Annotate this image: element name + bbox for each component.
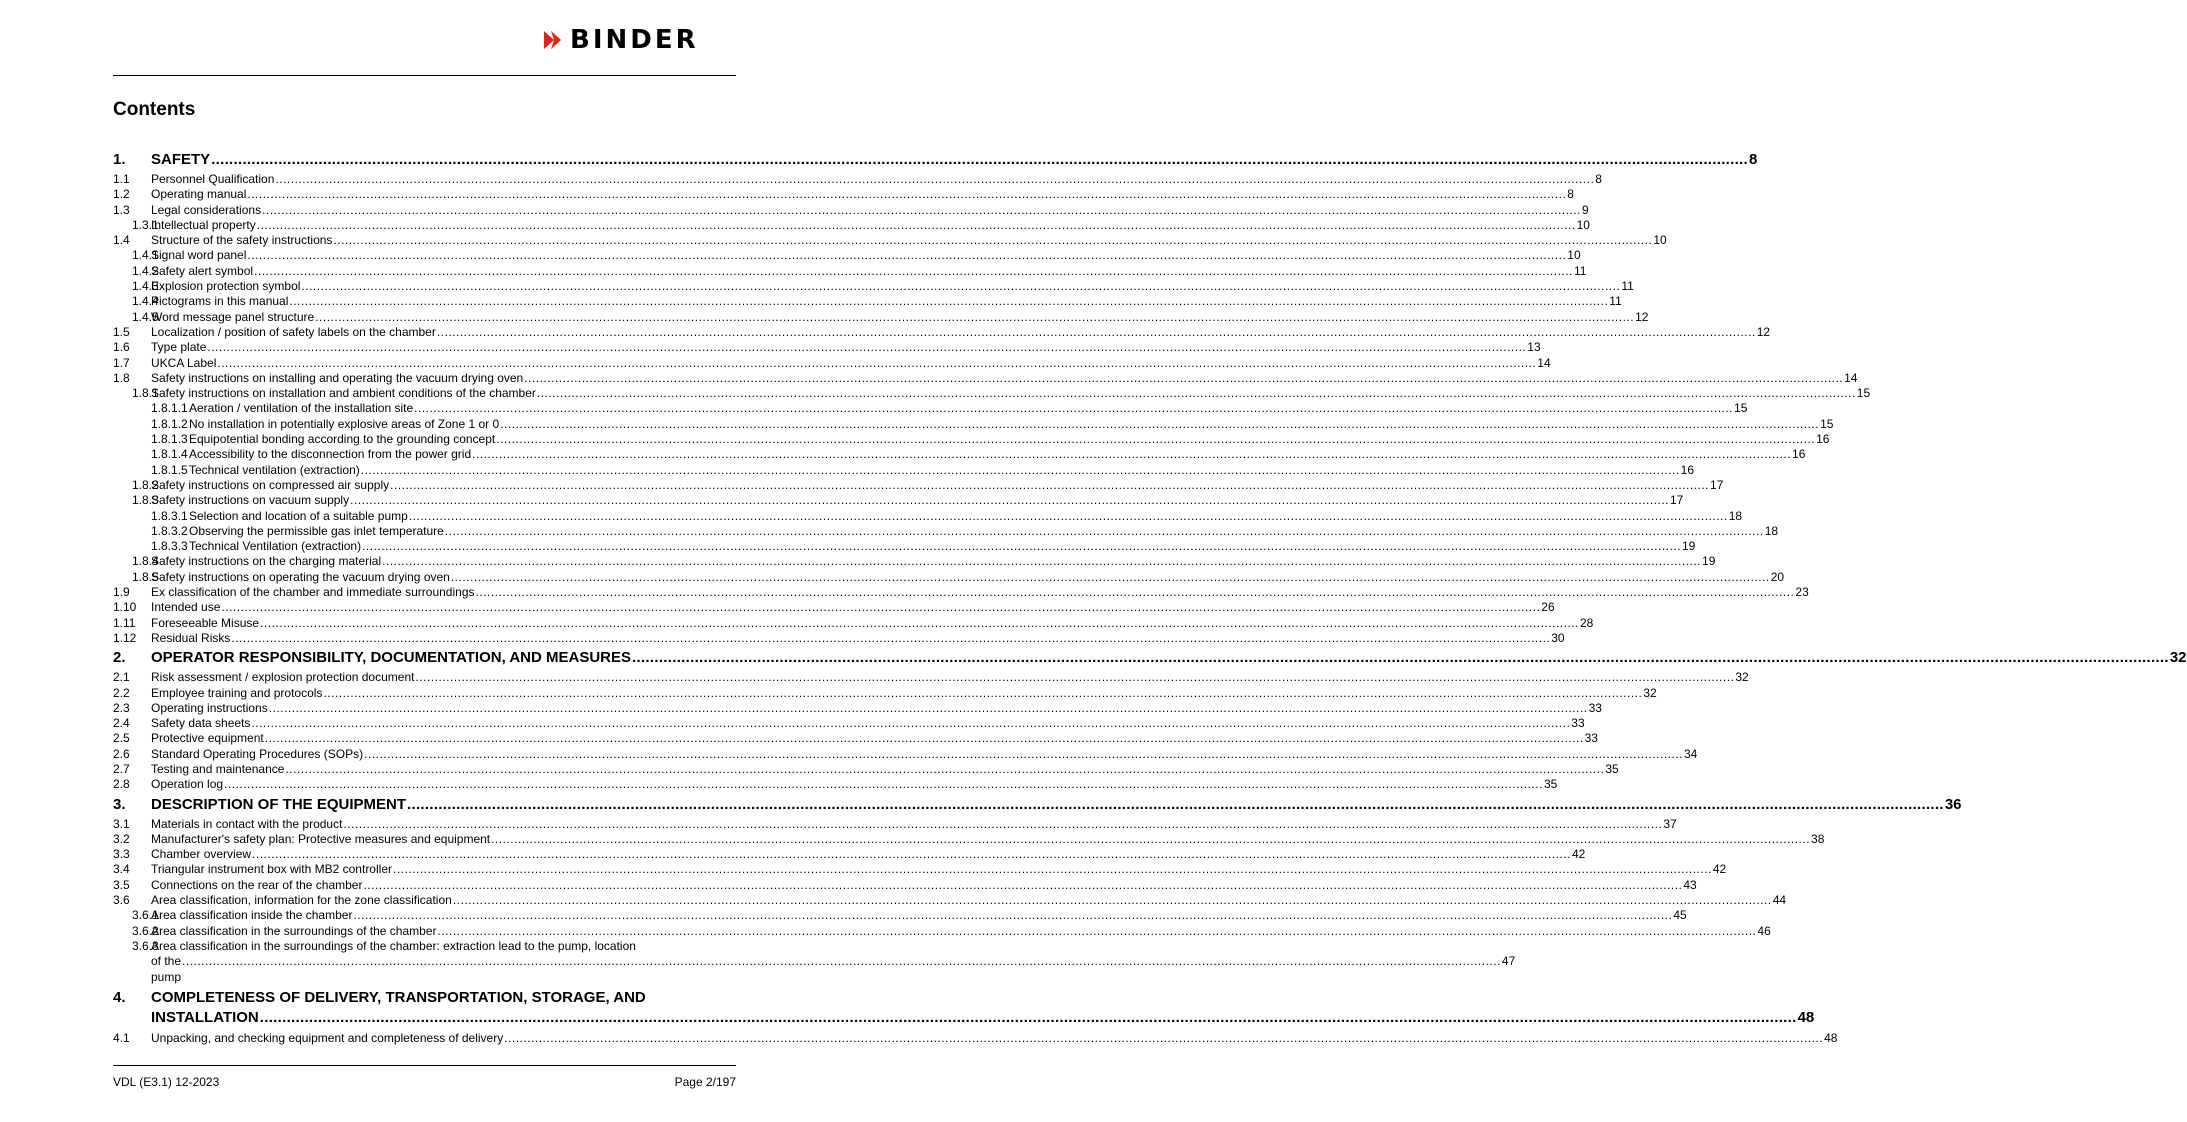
toc-dot-leader: [265, 731, 1584, 746]
toc-entry[interactable]: [113, 893, 1787, 908]
toc-entry-page: 32: [2169, 649, 2187, 667]
toc-chapter-entry[interactable]: [113, 151, 1758, 169]
toc-entry-number: 2.: [113, 649, 126, 667]
toc-entry-page: 8: [1595, 172, 1602, 186]
toc-entry-page: 13: [1527, 340, 1541, 355]
toc-entry-page: 12: [1635, 309, 1649, 324]
toc-entry-title: Personnel Qualification: [151, 172, 275, 186]
toc-entry[interactable]: [113, 746, 1698, 762]
toc-entry-number: 1.4.4: [132, 294, 159, 309]
toc-dot-leader: [211, 151, 1748, 169]
toc-dot-leader: [524, 371, 1843, 386]
toc-dot-leader: [476, 585, 1795, 600]
toc-entry-number: 2.7: [113, 761, 130, 776]
toc-dot-leader: [382, 554, 1701, 569]
toc-entry[interactable]: [113, 1030, 1838, 1046]
toc-dot-leader: [472, 447, 1791, 462]
toc-entry-number: 1.8.3.3: [151, 539, 188, 554]
toc-entry-number: 1.3: [113, 202, 130, 217]
toc-dot-leader: [333, 233, 1652, 248]
toc-entry[interactable]: [113, 585, 1809, 600]
toc-entry[interactable]: [113, 401, 1748, 416]
toc-entry-title: Standard Operating Procedures (SOPs): [151, 746, 364, 761]
toc-entry[interactable]: [113, 615, 1594, 631]
toc-dot-leader: [437, 325, 1756, 340]
toc-entry-number: 3.4: [113, 862, 130, 877]
toc-dot-leader: [353, 908, 1672, 923]
toc-dot-leader: [247, 248, 1566, 263]
toc-entry-title: Accessibility to the disconnection from the power grid: [189, 447, 472, 462]
toc-dot-leader: [407, 796, 1944, 814]
toc-entry[interactable]: [113, 831, 1825, 847]
toc-dot-leader: [350, 493, 1669, 508]
toc-entry-number: 1.5: [113, 324, 130, 339]
toc-chapter-entry[interactable]: [113, 988, 1815, 1028]
toc-entry-title: Connections on the rear of the chamber: [151, 877, 363, 892]
toc-dot-leader: [451, 570, 1770, 585]
toc-entry[interactable]: [113, 462, 1694, 478]
toc-dot-leader: [500, 417, 1819, 432]
toc-entry-page: 26: [1541, 600, 1555, 615]
toc-entry-number: 1.10: [113, 600, 137, 615]
toc-dot-leader: [224, 777, 1543, 792]
toc-entry[interactable]: [113, 816, 1677, 832]
toc-entry-page: 15: [1856, 386, 1871, 401]
toc-entry-title: Area classification in the surroundings of the chamber: [151, 923, 437, 938]
toc-entry-page: 46: [1757, 923, 1771, 938]
toc-dot-leader: [285, 762, 1604, 777]
toc-entry-title: Intended use: [151, 600, 221, 615]
toc-entry[interactable]: [113, 386, 1871, 401]
toc-entry[interactable]: [113, 309, 1649, 325]
toc-entry-number: 3.5: [113, 877, 130, 892]
toc-entry-page: 48: [1797, 1008, 1815, 1026]
toc-entry-title: Residual Risks: [151, 630, 231, 645]
toc-entry[interactable]: [113, 416, 1834, 432]
toc-entry-number: 1.8.5: [132, 569, 159, 584]
toc-dot-leader: [315, 310, 1634, 325]
toc-entry-number: 3.6.1: [132, 908, 159, 923]
toc-entry-title: Chamber overview: [151, 847, 252, 862]
toc-entry-page: 16: [1680, 462, 1694, 477]
toc-entry[interactable]: [113, 716, 1585, 731]
toc-entry-title: Equipotential bonding according to the grounding concept: [189, 432, 496, 447]
toc-entry-title: Technical Ventilation (extraction): [189, 539, 362, 554]
toc-entry-title: Triangular instrument box with MB2 controller: [151, 862, 392, 877]
toc-entry-title: UKCA Label: [151, 355, 217, 370]
toc-entry-number: 1.4.1: [132, 248, 159, 263]
toc-dot-leader: [363, 878, 1682, 893]
toc-entry-title: Safety instructions on vacuum supply: [151, 493, 350, 508]
toc-entry[interactable]: [113, 477, 1724, 493]
toc-entry[interactable]: [113, 340, 1541, 355]
toc-entry-number: 1.8.3.1: [151, 508, 188, 523]
toc-entry-page: 14: [1844, 370, 1858, 385]
toc-entry-page: 17: [1710, 477, 1724, 492]
toc-dot-leader: [254, 264, 1573, 279]
toc-entry-page: 42: [1571, 847, 1586, 862]
toc-dot-leader: [323, 686, 1642, 701]
toc-entry[interactable]: [113, 447, 1806, 462]
toc-entry-title: Foreseeable Misuse: [151, 615, 260, 630]
toc-dot-leader: [231, 631, 1550, 646]
toc-entry[interactable]: [113, 685, 1657, 701]
binder-logo: [542, 27, 699, 53]
toc-entry-page: 14: [1537, 355, 1551, 370]
toc-entry-title: DESCRIPTION OF THE EQUIPMENT: [151, 795, 407, 813]
toc-entry-title: Observing the permissible gas inlet temperature: [189, 523, 444, 538]
toc-entry-number: 2.8: [113, 777, 130, 792]
toc-entry[interactable]: [113, 217, 1590, 233]
toc-entry-page: 42: [1712, 862, 1727, 877]
toc-entry-number: 3.3: [113, 847, 130, 862]
toc-entry[interactable]: [113, 600, 1555, 615]
toc-entry-number: 3.2: [113, 831, 130, 846]
toc-entry[interactable]: [113, 233, 1667, 248]
toc-entry-page: 32: [1643, 685, 1657, 700]
toc-dot-leader: [217, 356, 1536, 371]
toc-entry-page: 44: [1772, 893, 1787, 908]
toc-entry-number: 1.4.3: [132, 279, 159, 294]
toc-entry-number: 1.3.1: [132, 217, 159, 232]
toc-entry-title-continued: INSTALLATION: [151, 1008, 259, 1026]
toc-entry-number: 2.1: [113, 670, 130, 685]
toc-entry-page: 47: [1501, 954, 1516, 969]
toc-entry-title: Risk assessment / explosion protection document: [151, 670, 415, 685]
toc-dot-leader: [445, 524, 1764, 539]
toc-entry-page: 45: [1673, 908, 1687, 923]
toc-entry-page: 36: [1944, 795, 1962, 813]
toc-entry[interactable]: [113, 263, 1587, 279]
toc-entry-title: Signal word panel: [151, 248, 247, 263]
footer-rule: [113, 1065, 736, 1066]
toc-entry-title: Area classification in the surroundings of the chamber: extraction lead to the pump, location: [151, 938, 636, 953]
toc-entry-title: Safety instructions on installing and operating the vacuum drying oven: [151, 370, 524, 385]
toc-entry[interactable]: [113, 172, 1602, 187]
toc-entry-page: 33: [1588, 700, 1602, 715]
binder-logo-mark-icon: [542, 29, 564, 51]
toc-entry-page: 33: [1571, 716, 1585, 731]
toc-entry-number: 4.1: [113, 1030, 130, 1045]
toc-chapter-entry[interactable]: [113, 649, 2187, 667]
toc-entry-title: COMPLETENESS OF DELIVERY, TRANSPORTATION, STORAGE, AND: [151, 988, 646, 1006]
toc-entry-title: Word message panel structure: [151, 309, 315, 324]
toc-entry-number: 1.2: [113, 187, 130, 202]
toc-entry-title: Operating instructions: [151, 700, 268, 715]
toc-entry[interactable]: [113, 761, 1619, 777]
toc-entry-title: SAFETY: [151, 151, 211, 168]
table-of-contents: [113, 148, 2187, 1046]
toc-dot-leader: [632, 649, 2169, 667]
toc-entry-title: Legal considerations: [151, 202, 262, 217]
toc-entry-title: Safety instructions on the charging material: [151, 554, 382, 569]
toc-entry[interactable]: [113, 370, 1858, 386]
toc-entry-page: 19: [1702, 554, 1716, 569]
toc-entry-title: Operating manual: [151, 187, 247, 202]
toc-entry[interactable]: [113, 877, 1697, 893]
toc-entry[interactable]: [113, 508, 1743, 524]
toc-entry-page: 37: [1663, 816, 1677, 831]
toc-entry-number: 1.6: [113, 340, 130, 355]
toc-entry-page: 18: [1728, 508, 1743, 523]
toc-entry[interactable]: [113, 523, 1779, 539]
toc-entry-number: 1.4: [113, 233, 130, 248]
toc-entry-page: 15: [1734, 401, 1748, 416]
toc-entry-title: Safety instructions on operating the vacuum drying oven: [151, 569, 450, 584]
toc-dot-leader: [415, 670, 1734, 685]
brand-name: BINDER: [570, 25, 699, 55]
toc-dot-leader: [438, 924, 1757, 939]
toc-entry-title: Protective equipment: [151, 731, 264, 746]
toc-entry-number: 2.5: [113, 731, 130, 746]
toc-entry-title: Type plate: [151, 340, 207, 355]
toc-entry-title: Unpacking, and checking equipment and completeness of delivery: [151, 1030, 504, 1045]
toc-entry-title: Employee training and protocols: [151, 685, 323, 700]
toc-entry-page: 9: [1581, 202, 1589, 217]
toc-entry-title: Selection and location of a suitable pump: [189, 508, 408, 523]
toc-entry-title: Safety instructions on installation and ambient conditions of the chamber: [151, 386, 536, 401]
toc-entry-number: 1.8.1.1: [151, 401, 188, 416]
toc-entry-number: 2.2: [113, 685, 130, 700]
toc-dot-leader: [301, 279, 1620, 294]
toc-entry[interactable]: [113, 569, 1785, 585]
toc-entry[interactable]: [113, 630, 1565, 646]
toc-entry-page: 34: [1684, 746, 1698, 761]
toc-entry-number: 1.9: [113, 585, 130, 600]
toc-dot-leader: [257, 218, 1576, 233]
toc-entry[interactable]: [113, 731, 1598, 746]
toc-entry[interactable]: [113, 777, 1558, 792]
toc-dot-leader: [393, 862, 1712, 877]
toc-entry-page: 11: [1621, 279, 1634, 294]
toc-dot-leader: [361, 463, 1680, 478]
toc-entry-page: 43: [1683, 877, 1697, 892]
toc-entry-page: 11: [1609, 294, 1622, 309]
toc-entry-title: OPERATOR RESPONSIBILITY, DOCUMENTATION, AND MEASURES: [151, 649, 632, 667]
toc-entry-page: 11: [1573, 263, 1587, 278]
page-footer: [113, 1075, 736, 1089]
toc-entry-title: Manufacturer's safety plan: Protective measures and equipment: [151, 831, 491, 846]
toc-entry-number: 1.4.5: [132, 309, 159, 324]
toc-entry-page: 17: [1670, 493, 1684, 508]
toc-entry-title: Technical ventilation (extraction): [189, 462, 360, 477]
toc-entry[interactable]: [113, 324, 1771, 340]
toc-dot-leader: [453, 893, 1772, 908]
toc-dot-leader: [260, 616, 1579, 631]
toc-entry-number: 3.6.2: [132, 923, 159, 938]
toc-entry-page: 10: [1567, 248, 1581, 263]
toc-entry-number: 1.: [113, 151, 126, 168]
toc-entry-title: Operation log: [151, 777, 224, 792]
toc-dot-leader: [252, 847, 1571, 862]
toc-entry-number: 1.8.3.2: [151, 523, 188, 538]
toc-entry-title: Aeration / ventilation of the installation site: [189, 401, 414, 416]
toc-entry[interactable]: [113, 355, 1551, 371]
toc-entry-number: 1.8.1.5: [151, 462, 188, 477]
toc-entry-page: 8: [1749, 151, 1758, 168]
toc-dot-leader: [343, 817, 1662, 832]
document-code: VDL (E3.1) 12-2023: [113, 1075, 220, 1089]
toc-entry[interactable]: [113, 862, 1727, 877]
toc-entry[interactable]: [113, 248, 1581, 263]
toc-entry-page: 32: [1735, 670, 1749, 685]
toc-entry-number: 3.1: [113, 816, 130, 831]
toc-dot-leader: [289, 294, 1608, 309]
toc-dot-leader: [260, 1008, 1797, 1028]
toc-dot-leader: [390, 478, 1709, 493]
toc-entry-number: 1.8.1.2: [151, 416, 188, 431]
toc-entry-title: Materials in contact with the product: [151, 816, 343, 831]
toc-entry-page: 48: [1824, 1030, 1838, 1045]
toc-entry[interactable]: [113, 847, 1586, 862]
page-title: Contents: [113, 99, 196, 120]
toc-entry[interactable]: [113, 187, 1574, 202]
toc-entry-page: 28: [1579, 615, 1594, 630]
toc-entry-page: 10: [1653, 233, 1667, 248]
toc-chapter-entry[interactable]: [113, 795, 1962, 814]
toc-entry-number: 1.8.3: [132, 493, 159, 508]
toc-entry-title: Testing and maintenance: [151, 761, 285, 776]
toc-entry-page: 30: [1551, 630, 1565, 645]
toc-entry[interactable]: [113, 539, 1696, 554]
toc-entry[interactable]: [113, 294, 1622, 309]
toc-entry[interactable]: [113, 923, 1771, 939]
toc-entry-title: Explosion protection symbol: [151, 279, 301, 294]
toc-entry-page: 20: [1770, 569, 1785, 584]
toc-entry[interactable]: [113, 202, 1589, 218]
toc-dot-leader: [182, 954, 1501, 969]
toc-entry-page: 19: [1681, 539, 1696, 554]
toc-entry-page: 16: [1792, 447, 1806, 462]
toc-entry-title: Structure of the safety instructions: [151, 233, 333, 248]
toc-entry-number: 1.8.1.3: [151, 432, 188, 447]
toc-entry-title: Safety data sheets: [151, 716, 251, 731]
header-rule: [113, 75, 736, 76]
toc-entry-number: 1.8.1: [132, 386, 159, 401]
toc-entry-page: 10: [1576, 217, 1590, 232]
toc-entry-number: 1.8.2: [132, 477, 159, 492]
toc-entry-number: 1.8: [113, 370, 130, 385]
toc-entry-title: Intellectual property: [151, 217, 256, 232]
toc-entry[interactable]: [113, 938, 1516, 985]
toc-dot-leader: [409, 509, 1728, 524]
toc-entry-page: 35: [1543, 777, 1558, 792]
toc-entry-title: Safety instructions on compressed air supply: [151, 477, 390, 492]
toc-entry-page: 38: [1811, 831, 1825, 846]
toc-entry-title-continued: of the pump: [151, 954, 182, 984]
toc-entry-page: 33: [1584, 731, 1598, 746]
toc-dot-leader: [221, 600, 1540, 615]
toc-dot-leader: [269, 701, 1588, 716]
toc-entry-number: 1.12: [113, 630, 137, 645]
toc-entry[interactable]: [113, 670, 1749, 685]
toc-entry-page: 23: [1795, 585, 1809, 600]
toc-entry-number: 2.6: [113, 746, 130, 761]
toc-entry-page: 18: [1764, 523, 1779, 538]
toc-dot-leader: [496, 432, 1815, 447]
toc-dot-leader: [504, 1031, 1823, 1046]
toc-dot-leader: [414, 401, 1733, 416]
toc-entry-title: Localization / position of safety labels on the chamber: [151, 324, 436, 339]
toc-entry-title: Area classification, information for the zone classification: [151, 893, 452, 908]
toc-dot-leader: [491, 832, 1810, 847]
toc-entry-title: Safety alert symbol: [151, 263, 254, 278]
toc-entry-number: 2.3: [113, 700, 130, 715]
toc-entry-title: Pictograms in this manual: [151, 294, 289, 309]
toc-dot-leader: [537, 386, 1856, 401]
toc-entry-number: 1.8.1.4: [151, 447, 188, 462]
toc-entry[interactable]: [113, 432, 1830, 447]
toc-entry-number: 1.4.2: [132, 263, 159, 278]
toc-entry-number: 3.: [113, 795, 126, 813]
toc-dot-leader: [275, 172, 1594, 187]
toc-dot-leader: [364, 747, 1683, 762]
toc-entry-number: 3.6.3: [132, 938, 159, 953]
toc-entry[interactable]: [113, 908, 1687, 923]
toc-entry-page: 15: [1820, 416, 1834, 431]
toc-entry-number: 1.1: [113, 172, 130, 186]
toc-entry-number: 3.6: [113, 893, 130, 908]
toc-entry-title: Ex classification of the chamber and immediate surroundings: [151, 585, 475, 600]
toc-entry[interactable]: [113, 279, 1634, 294]
toc-entry-number: 4.: [113, 988, 126, 1006]
toc-entry[interactable]: [113, 554, 1716, 569]
toc-dot-leader: [247, 187, 1566, 202]
toc-entry[interactable]: [113, 493, 1684, 508]
toc-dot-leader: [207, 340, 1526, 355]
toc-entry-number: 1.7: [113, 355, 130, 370]
toc-dot-leader: [262, 203, 1581, 218]
toc-entry-number: 1.8.4: [132, 554, 159, 569]
toc-dot-leader: [251, 716, 1570, 731]
toc-entry-page: 35: [1605, 761, 1619, 776]
toc-entry-page: 8: [1567, 187, 1574, 202]
toc-entry[interactable]: [113, 700, 1602, 716]
toc-entry-title: Area classification inside the chamber: [151, 908, 353, 923]
toc-dot-leader: [362, 539, 1681, 554]
toc-entry-page: 12: [1756, 324, 1771, 339]
toc-entry-number: 2.4: [113, 716, 130, 731]
page-number: Page 2/197: [674, 1075, 736, 1089]
toc-entry-page: 16: [1816, 432, 1830, 447]
toc-entry-number: 1.11: [113, 615, 136, 630]
toc-entry-title: No installation in potentially explosive areas of Zone 1 or 0: [189, 416, 500, 431]
